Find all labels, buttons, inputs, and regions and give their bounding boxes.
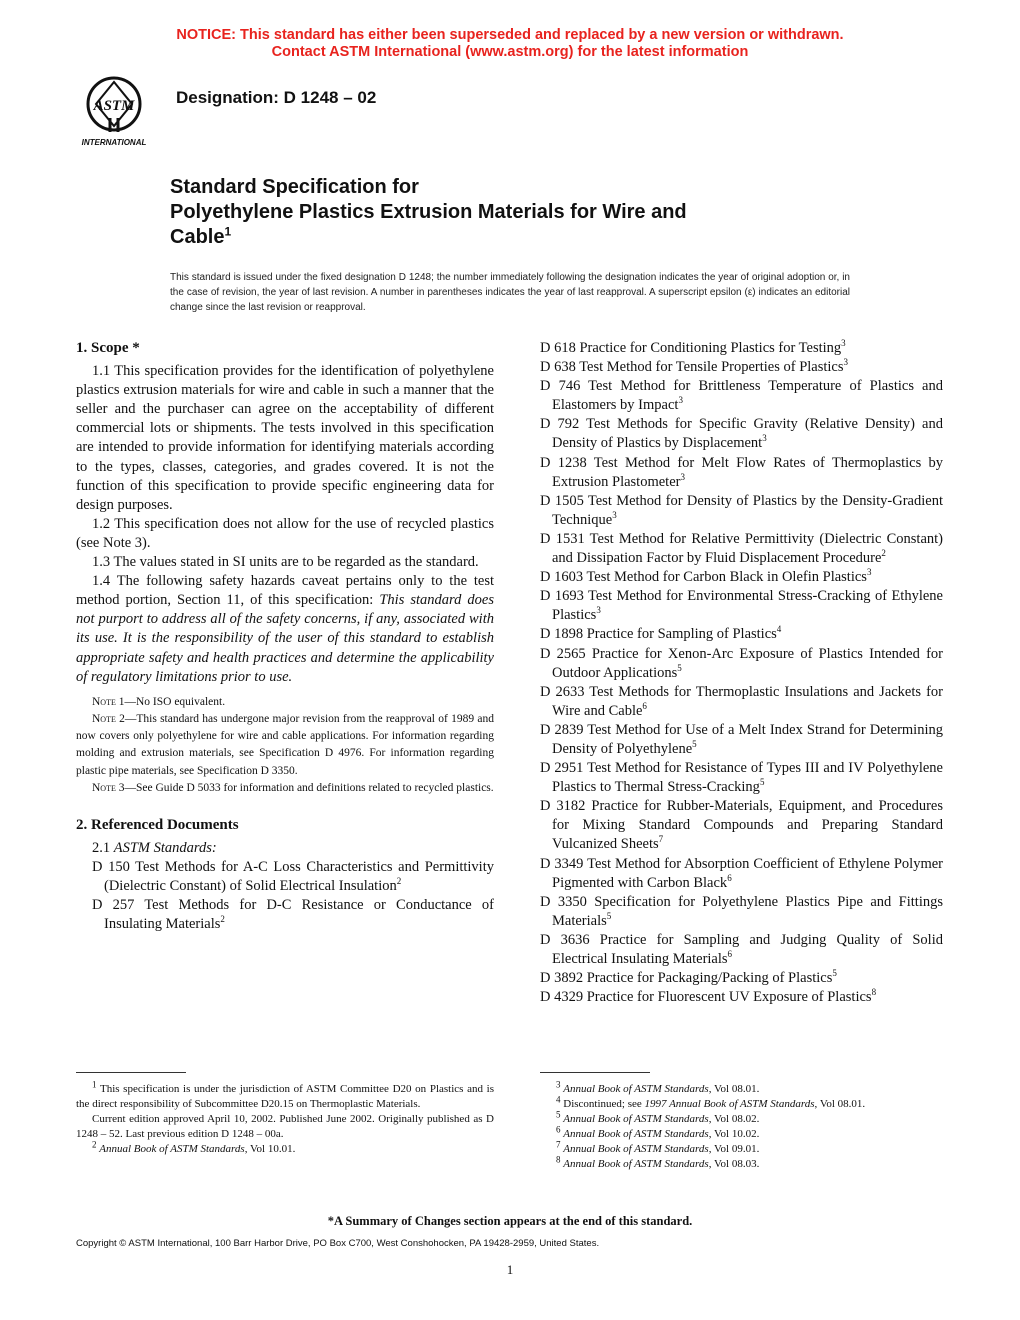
ref-item-sup: 2 (881, 548, 886, 559)
ref-item-text: D 1603 Test Method for Carbon Black in Olefin Plastics (540, 569, 867, 586)
ref-item-sup: 3 (762, 433, 767, 444)
footnotes-left (76, 1079, 494, 1157)
ref-item-text: D 150 Test Methods for A-C Loss Characteristics and Permittivity (Dielectric Constant) of Solid Electrical Insulation (92, 859, 494, 895)
ref-item-text: D 3636 Practice for Sampling and Judging Quality of Solid Electrical Insulating Materials (540, 931, 943, 967)
footnote-item (540, 1124, 943, 1142)
logo-subtext: INTERNATIONAL (81, 138, 147, 147)
ref-item-sup: 3 (866, 567, 872, 578)
ref-item-text: D 4329 Practice for Fluorescent UV Exposure of Plastics (540, 989, 872, 1006)
ref-item-text: D 3892 Practice for Packaging/Packing of Plastics (540, 970, 833, 987)
ref-item-text: D 2951 Test Method for Resistance of Types III and IV Polyethylene Plastics to Thermal Stress-Cracking (540, 760, 943, 796)
ref-item-sup: 4 (776, 624, 782, 635)
footnote-1b: Current edition approved April 10, 2002. Published June 2002. Originally published as D 1248 – 52. Last previous edition D 1248 – 00a. (76, 1113, 494, 1140)
title-line-3 (170, 225, 870, 250)
ref-item-d257 (92, 896, 494, 934)
footnote-item (540, 1139, 943, 1157)
ref-item (540, 893, 943, 931)
ref-item (540, 415, 943, 453)
page-number: 1 (506, 1262, 514, 1277)
footnote-mark: 3 (556, 1079, 561, 1090)
notice-line-1: NOTICE: This standard has either been superseded and replaced by a new version or withdrawn. (176, 27, 844, 43)
issued-statement: This standard is issued under the fixed designation D 1248; the number immediately following the designation indicates the year of original adoption or, in the case of revision, the year of last revision. A number in parentheses indicates the year of last reapproval. A superscript epsilon (ε) indicates an editorial change since the last revision or reapproval. (170, 272, 850, 313)
refdocs-heading: 2. Referenced Documents (76, 816, 239, 833)
ref-item-sup: 8 (871, 987, 877, 998)
right-column (540, 339, 943, 1007)
ref-item-sup: 6 (727, 949, 733, 960)
ref-item-sup: 5 (832, 968, 837, 979)
ref-item-sup: 2 (396, 876, 402, 887)
ref-item-sup: 5 (759, 777, 765, 788)
left-column (76, 339, 494, 934)
ref-item-text: D 1238 Test Method for Melt Flow Rates of Thermoplastics by Extrusion Plastometer (540, 454, 943, 490)
footnote-mark: 4 (556, 1094, 561, 1105)
ref-item (540, 721, 943, 759)
footnote-1-text: This specification is under the jurisdiction of ASTM Committee D20 on Plastics and is the direct responsibility of Subcommittee D20.15 on Thermoplastic Materials. (76, 1083, 494, 1110)
footnote-item (540, 1094, 943, 1112)
ref-item (540, 855, 943, 893)
ref-item-text: D 746 Test Method for Brittleness Temperature of Plastics and Elastomers by Impact (540, 378, 943, 414)
note-2 (76, 711, 494, 780)
footnotes-right (540, 1079, 943, 1172)
note-2-label: Note 2 (92, 712, 125, 725)
designation: Designation: D 1248 – 02 (176, 88, 377, 107)
ref-item-text: D 1693 Test Method for Environmental Stress-Cracking of Ethylene Plastics (540, 588, 943, 624)
ref-item-text: D 3182 Practice for Rubber-Materials, Equipment, and Procedures for Mixing Standard Compounds and Preparing Standard Vulcanized Sheets (540, 798, 943, 853)
ref-item-sup: 7 (658, 834, 664, 845)
footnote-post: , Vol 08.01. (708, 1083, 760, 1095)
title-line-1: Standard Specification for (170, 176, 419, 198)
footnote-rule-left (76, 1072, 186, 1073)
ref-item-text: D 2565 Practice for Xenon-Arc Exposure of Plastics Intended for Outdoor Applications (540, 645, 943, 681)
refdocs-2-1-title: ASTM Standards: (113, 840, 217, 856)
ref-item (540, 377, 943, 415)
title-line-2: Polyethylene Plastics Extrusion Materials for Wire and (170, 201, 687, 223)
footnote-mark: 8 (556, 1154, 561, 1165)
scope-1-4-text: 1.4 The following safety hazards caveat pertains only to the test method portion, Section 11, of this specification: (76, 573, 494, 609)
refdocs-2-1-number: 2.1 (92, 840, 114, 856)
ref-item-sup: 5 (606, 910, 612, 921)
ref-item-text: D 257 Test Methods for D-C Resistance or Conductance of Insulating Materials (92, 897, 494, 933)
footnote-post: , Vol 08.03. (708, 1158, 760, 1170)
ref-item (540, 358, 943, 377)
ref-item-text: D 1505 Test Method for Density of Plastics by the Density-Gradient Technique (540, 492, 943, 528)
ref-item-sup: 3 (841, 338, 846, 349)
note-3 (76, 780, 494, 797)
footnote-2-italic: Annual Book of ASTM Standards (99, 1143, 245, 1155)
ref-item-sup: 5 (677, 662, 682, 673)
notice-banner (0, 27, 1020, 61)
ref-item (540, 988, 943, 1007)
ref-item-sup: 3 (612, 510, 617, 521)
scope-1-1: 1.1 This specification provides for the identification of polyethylene plastics extrusion materials for wire and cable in such a manner that the seller and the purchaser can agree on the acceptability of different commercial lots or shipments. The tests involved in this specification are intended to provide information for identifying materials according to the types, classes, categories, and grades covered. It is not the function of this specification to provide specific engineering data for design purposes. (76, 363, 494, 513)
footnote-italic: Annual Book of ASTM Standards (563, 1083, 709, 1095)
scope-heading: 1. Scope * (76, 340, 140, 356)
footnote-italic: Annual Book of ASTM Standards (563, 1128, 709, 1140)
footnote-post: , Vol 08.01. (814, 1098, 866, 1110)
footnote-italic: Annual Book of ASTM Standards (563, 1143, 709, 1155)
ref-item (540, 797, 943, 854)
footnote-item (540, 1109, 943, 1127)
scope-1-3: 1.3 The values stated in SI units are to be regarded as the standard. (92, 554, 479, 571)
footnote-post: , Vol 09.01. (708, 1143, 760, 1155)
note-3-text: —See Guide D 5033 for information and definitions related to recycled plastics. (124, 781, 494, 794)
ref-item-text: D 618 Practice for Conditioning Plastics for Testing (540, 340, 842, 356)
footnote-rule-right (540, 1072, 650, 1073)
ref-item (540, 645, 943, 683)
footnote-mark: 6 (556, 1124, 561, 1135)
ref-item (540, 969, 943, 988)
note-3-label: Note 3 (92, 781, 125, 794)
astm-logo (66, 74, 162, 150)
footnote-post: , Vol 08.02. (708, 1113, 760, 1125)
title-footnote-ref: 1 (224, 224, 232, 239)
ref-item-text: D 3350 Specification for Polyethylene Plastics Pipe and Fittings Materials (540, 893, 943, 929)
ref-item-sup: 6 (642, 700, 647, 711)
ref-item-sup: 3 (843, 357, 849, 368)
scope-1-2: 1.2 This specification does not allow for the use of recycled plastics (see Note 3). (76, 515, 494, 551)
footnote-item (540, 1154, 943, 1172)
footnote-italic: 1997 Annual Book of ASTM Standards (644, 1098, 815, 1110)
ref-item (540, 530, 943, 568)
ref-item (540, 759, 943, 797)
ref-item-text: D 3349 Test Method for Absorption Coefficient of Ethylene Polymer Pigmented with Carbon Black (540, 855, 943, 891)
ref-item-sup: 2 (220, 914, 225, 925)
footnote-mark: 7 (556, 1139, 561, 1150)
note-2-text: —This standard has undergone major revision from the reapproval of 1989 and now covers only polyethylene for wire and cable applications. For information regarding molding and extrusion materials, see Specification D 4976. For information regarding plastic pipe materials, see Specification D 3350. (76, 712, 494, 777)
footnote-italic: Annual Book of ASTM Standards (563, 1113, 709, 1125)
ref-item-sup: 3 (596, 605, 601, 616)
ref-item (540, 683, 943, 721)
ref-item-sup: 5 (692, 739, 697, 750)
ref-item (540, 625, 943, 644)
footnote-item (540, 1079, 943, 1097)
logo-text: ASTM (93, 98, 135, 114)
refdocs-2-1 (76, 839, 494, 858)
ref-item-sup: 3 (678, 395, 683, 406)
ref-item-sup: 3 (680, 471, 685, 482)
notice-line-2: Contact ASTM International (www.astm.org) for the latest information (271, 44, 749, 60)
copyright: Copyright © ASTM International, 100 Barr Harbor Drive, PO Box C700, West Conshohocken, PA 19428-2959, United States. (76, 1238, 600, 1249)
footnote-pre: Discontinued; see (563, 1098, 645, 1110)
scope-1-4 (76, 572, 494, 687)
summary-note: *A Summary of Changes section appears at the end of this standard. (327, 1214, 693, 1228)
ref-item (540, 454, 943, 492)
ref-item-sup: 6 (727, 872, 732, 883)
ref-item (540, 587, 943, 625)
ref-item-text: D 2839 Test Method for Use of a Melt Index Strand for Determining Density of Polyethylene (540, 721, 943, 757)
document-title (170, 175, 870, 250)
astm-logo-icon (66, 74, 162, 150)
note-1 (76, 694, 494, 711)
ref-item-text: D 638 Test Method for Tensile Properties of Plastics (540, 359, 844, 376)
ref-item-d150 (92, 858, 494, 896)
footnote-1-mark: 1 (92, 1079, 97, 1090)
note-1-label: Note 1 (92, 695, 125, 708)
title-line-3-text: Cable (170, 226, 225, 248)
ref-item (540, 339, 943, 358)
footnote-2 (76, 1139, 494, 1157)
safety-caveat: This standard does not purport to address all of the safety concerns, if any, associated with its use. It is the responsibility of the user of this standard to establish appropriate safety and health practices and determine the applicability of regulatory limitations prior to use. (76, 592, 494, 685)
footnote-2-text: , Vol 10.01. (244, 1143, 296, 1155)
footnote-2-mark: 2 (92, 1139, 97, 1150)
ref-item-text: D 2633 Test Methods for Thermoplastic Insulations and Jackets for Wire and Cable (540, 683, 943, 719)
footnote-1 (76, 1079, 494, 1112)
footnote-mark: 5 (556, 1109, 561, 1120)
ref-item-text: D 792 Test Methods for Specific Gravity (Relative Density) and Density of Plastics by Displacement (540, 416, 943, 452)
ref-item-text: D 1898 Practice for Sampling of Plastics (540, 626, 777, 643)
ref-item (540, 568, 943, 587)
ref-item-text: D 1531 Test Method for Relative Permittivity (Dielectric Constant) and Dissipation Factor by Fluid Displacement Procedure (540, 530, 943, 567)
ref-item (540, 492, 943, 530)
footnote-post: , Vol 10.02. (708, 1128, 760, 1140)
ref-item (540, 931, 943, 969)
right-ref-list (540, 339, 943, 1007)
footnote-italic: Annual Book of ASTM Standards (563, 1158, 709, 1170)
note-1-text: —No ISO equivalent. (124, 695, 226, 708)
